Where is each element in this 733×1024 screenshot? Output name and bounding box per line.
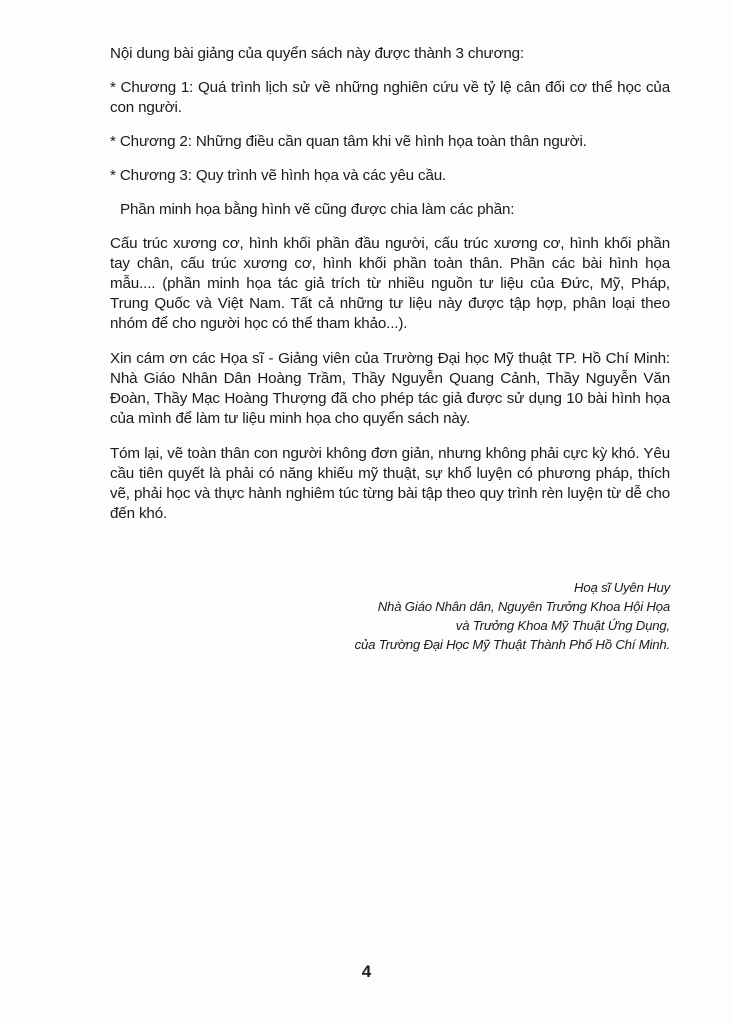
signature-title-line-3: của Trường Đại Học Mỹ Thuật Thành Phố Hồ Chí Minh.	[354, 637, 670, 652]
illustration-intro: Phần minh họa bằng hình vẽ cũng được chia làm các phần:	[120, 201, 515, 218]
conclusion-paragraph: Tóm lại, vẽ toàn thân con người không đơn giản, nhưng không phải cực kỳ khó. Yêu cầu tiên quyết là phải có năng khiếu mỹ thuật, sự khổ luyện có phương pháp, thích vẽ, phải học và thực hành nghiêm túc từng bài tập theo quy trình rèn luyện từ dễ cho đến khó.	[110, 445, 670, 522]
signature-title-line-1: Nhà Giáo Nhân dân, Nguyên Trưởng Khoa Hội Họa	[377, 599, 670, 614]
chapter-1-item: * Chương 1: Quá trình lịch sử về những nghiên cứu về tỷ lệ cân đối cơ thể học của con người.	[110, 79, 670, 116]
page-number: 4	[361, 962, 372, 981]
intro-paragraph: Nội dung bài giảng của quyển sách này được thành 3 chương:	[110, 45, 525, 62]
signature-name: Hoạ sĩ Uyên Huy	[574, 580, 670, 595]
chapter-3-item: * Chương 3: Quy trình vẽ hình họa và các yêu cầu.	[110, 167, 447, 184]
thanks-paragraph: Xin cám ơn các Họa sĩ - Giảng viên của Trường Đại học Mỹ thuật TP. Hồ Chí Minh: Nhà Giáo Nhân Dân Hoàng Trầm, Thầy Nguyễn Quang Cảnh, Thầy Nguyễn Văn Đoàn, Thầy Mạc Hoàng Thượng đã cho phép tác giả được sử dụng 10 bài hình họa của mình để làm tư liệu minh họa cho quyển sách này.	[110, 350, 670, 427]
signature-title-line-2: và Trưởng Khoa Mỹ Thuật Ứng Dụng,	[455, 618, 670, 633]
body-text	[110, 44, 670, 539]
chapter-2-item: * Chương 2: Những điều cần quan tâm khi vẽ hình họa toàn thân người.	[110, 133, 587, 150]
author-signature	[355, 578, 670, 654]
structure-paragraph: Cấu trúc xương cơ, hình khối phần đầu người, cấu trúc xương cơ, hình khối phần tay chân, cấu trúc xương cơ, hình khối phần toàn thân. Phần các bài hình họa mẫu.... (phần minh họa tác giả trích từ nhiều nguồn tư liệu của Đức, Mỹ, Pháp, Trung Quốc và Việt Nam. Tất cả những tư liệu này được tập hợp, phân loại theo nhóm để cho người học có thể tham khảo...).	[110, 235, 670, 332]
